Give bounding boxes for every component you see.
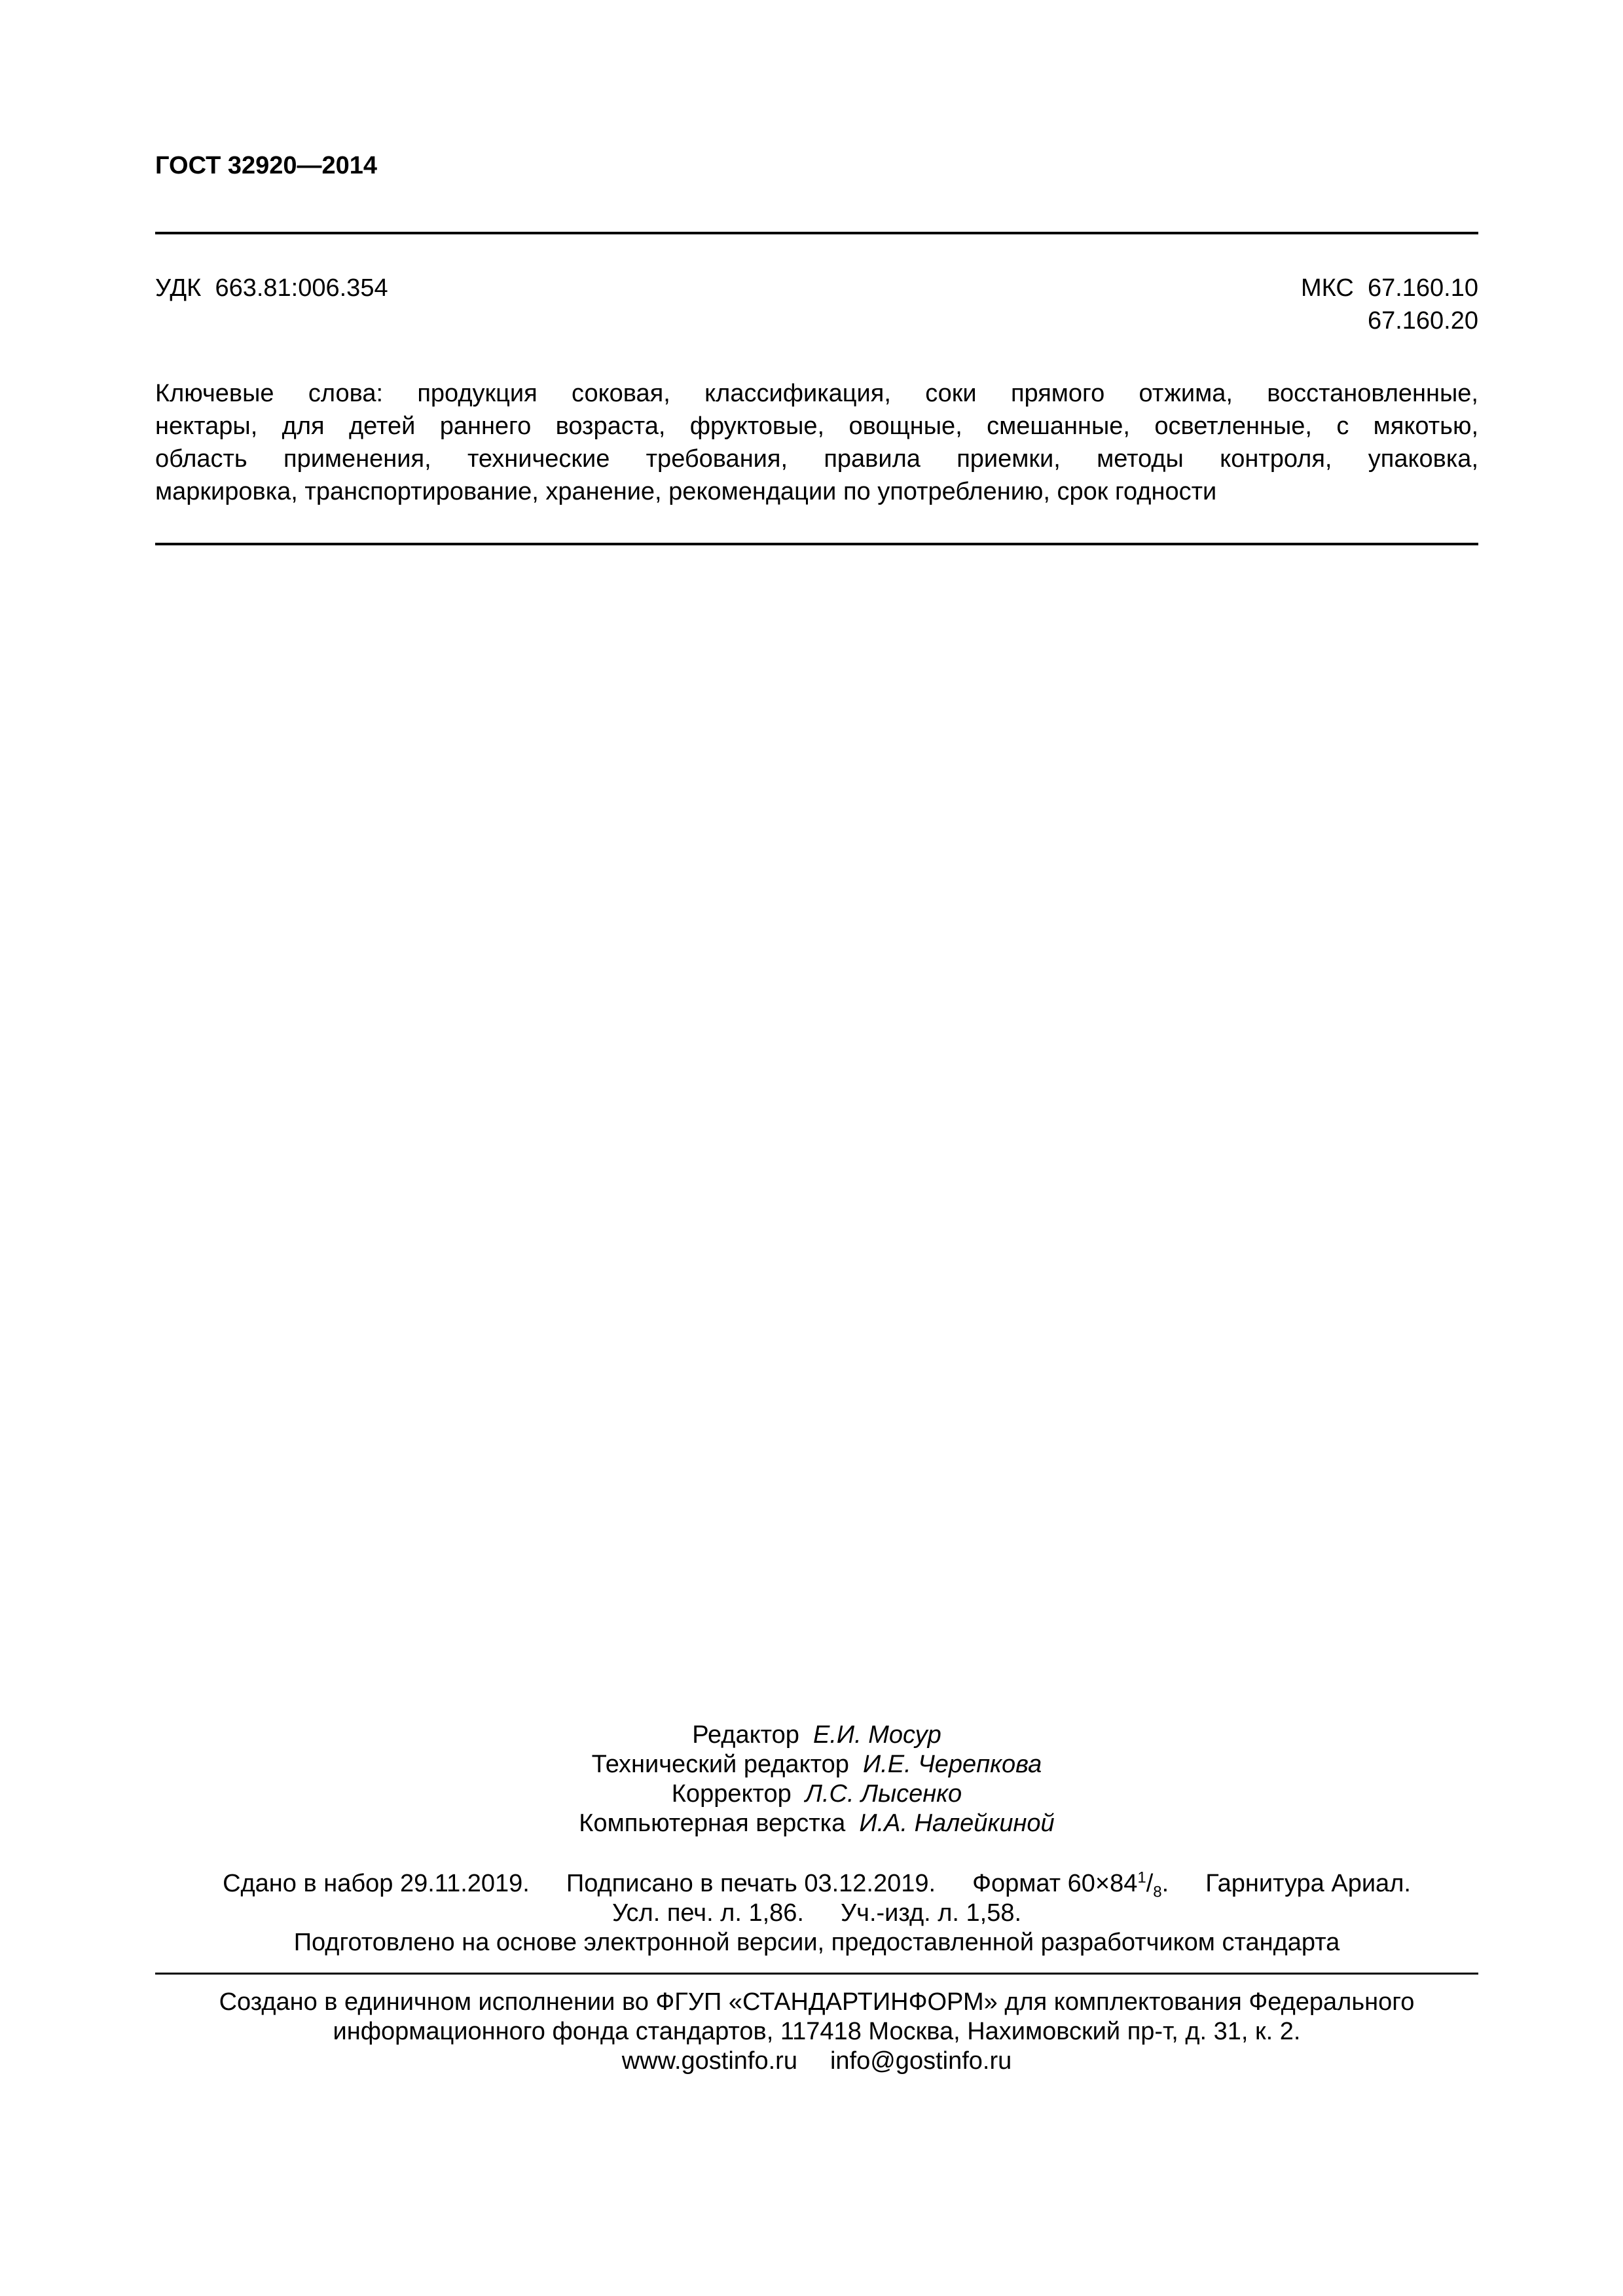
prepared-note: Подготовлено на основе электронной версии, предоставленной разработчиком стандарта [293, 1929, 1340, 1956]
credit-editor [155, 1721, 1478, 1750]
print-sheets: Усл. печ. л. 1,86. [611, 1899, 804, 1927]
format-suffix: . [1161, 1870, 1169, 1897]
credits [155, 1721, 1478, 1838]
footer-line-2: информационного фонда стандартов, 117418 Москва, Нахимовский пр-т, д. 31, к. 2. [333, 2018, 1301, 2045]
mks-label: МКС [1301, 274, 1354, 302]
credit-role: Корректор [671, 1780, 792, 1808]
imprint-line-1 [155, 1869, 1478, 1899]
credit-role: Компьютерная верстка [579, 1810, 846, 1837]
keywords-line: область применения, технические требования, правила приемки, методы контроля, упаковка, [155, 445, 1478, 473]
udk-value: 663.81:006.354 [215, 274, 388, 302]
credit-layout [155, 1809, 1478, 1838]
divider-footer [155, 1973, 1478, 1975]
format-sub: 8 [1153, 1883, 1162, 1901]
credit-name: Л.С. Лысенко [805, 1780, 962, 1808]
footer [155, 1988, 1478, 2076]
keywords-line: нектары, для детей раннего возраста, фруктовые, овощные, смешанные, осветленные, с мякотью, [155, 412, 1478, 440]
credit-tech-editor [155, 1750, 1478, 1779]
credit-proofreader [155, 1779, 1478, 1809]
udk-code [155, 272, 388, 304]
credit-role: Технический редактор [591, 1751, 849, 1778]
udk-label: УДК [155, 274, 202, 302]
footer-contacts [155, 2047, 1478, 2076]
imprint-line-2 [155, 1899, 1478, 1928]
keywords-line: маркировка, транспортирование, хранение, рекомендации по употреблению, срок годности [155, 478, 1217, 505]
email-link[interactable]: info@gostinfo.ru [830, 2047, 1012, 2075]
divider-keywords [155, 543, 1478, 545]
imprint [155, 1869, 1478, 1958]
paper-format: Формат $60\times 84^1/_8$. [972, 1868, 1169, 1901]
credit-name: И.Е. Черепкова [863, 1751, 1042, 1778]
website-link[interactable]: www.gostinfo.ru [621, 2047, 797, 2075]
mks-code [1301, 272, 1478, 337]
signed-date: Подписано в печать 03.12.2019. [566, 1870, 936, 1897]
submitted-date: Сдано в набор 29.11.2019. [223, 1870, 530, 1897]
mks-value-1: 67.160.10 [1367, 274, 1478, 302]
standard-id: ГОСТ 32920—2014 [155, 152, 378, 179]
publisher-sheets: Уч.-изд. л. 1,58. [841, 1899, 1022, 1927]
credit-role: Редактор [692, 1721, 799, 1749]
format-sup: 1 [1137, 1868, 1146, 1887]
credit-name: Е.И. Мосур [813, 1721, 941, 1749]
credit-name: И.А. Налейкиной [859, 1810, 1055, 1837]
footer-line-1: Создано в единичном исполнении во ФГУП «СТАНДАРТИНФОРМ» для комплектования Федерального [219, 1988, 1415, 2016]
divider-top [155, 232, 1478, 234]
mks-value-2: 67.160.20 [1367, 307, 1478, 335]
keywords-line: Ключевые слова: продукция соковая, классификация, соки прямого отжима, восстановленные, [155, 380, 1478, 407]
keywords [155, 377, 1478, 508]
typeface: Гарнитура Ариал. [1205, 1870, 1411, 1897]
format-prefix: Формат 60×84 [972, 1870, 1138, 1897]
